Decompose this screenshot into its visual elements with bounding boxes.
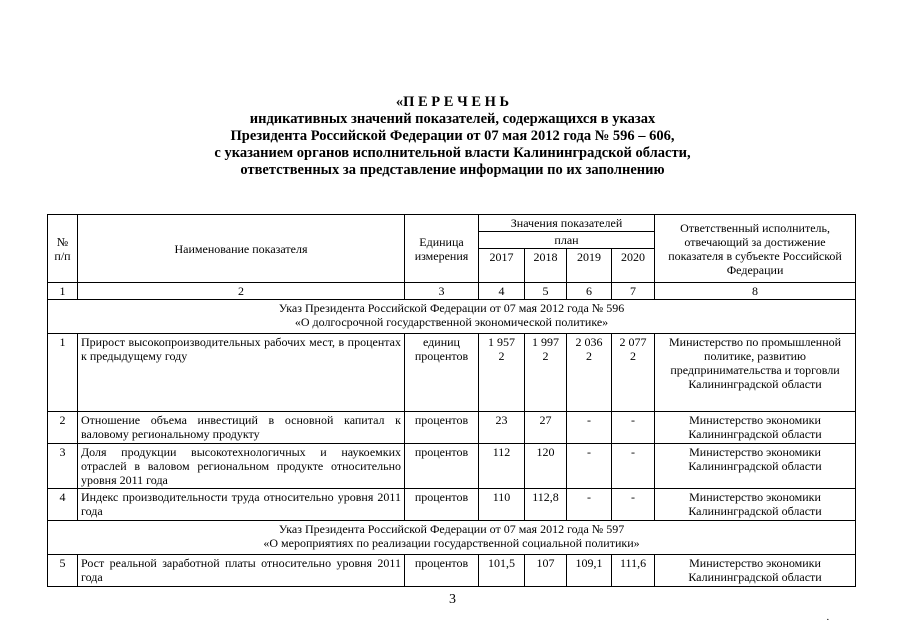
colnum-3: 3 [405,283,479,300]
row-3-2019: - [567,444,612,489]
row-4-name: Индекс производительности труда относительно уровня 2011 года [78,489,405,521]
colnum-4: 4 [479,283,525,300]
page-number: 3 [449,592,456,607]
row-2-2020: - [612,412,655,444]
row-4-responsible: Министерство экономики Калининградской области [655,489,856,521]
row-1-2017 [479,334,525,412]
table-row [48,334,856,412]
colnum-8: 8 [655,283,856,300]
colnum-2: 2 [78,283,405,300]
row-1-2018 [525,334,567,412]
row-3-2018: 120 [525,444,567,489]
row-1-num: 1 [48,334,78,412]
header-year-2018: 2018 [525,249,567,283]
section-597-row [48,521,856,555]
header-responsible: Ответственный исполнитель, отвечающий за достижение показателя в субъекте Российской Федерации [655,215,856,283]
colnum-7: 7 [612,283,655,300]
row-3-name: Доля продукции высокотехнологичных и наукоемких отраслей в валовом региональном продукте относительно уровня 2011 года [78,444,405,489]
table-row [48,412,856,444]
row-1-2018-line-2: 2 [542,349,549,363]
row-5-num: 5 [48,555,78,587]
title-line-1: «П Е Р Е Ч Е Н Ь [395,94,510,110]
row-1-2019-line-1: 2 036 [575,335,603,349]
table-row [48,555,856,587]
row-1-2017-line-1: 1 957 [488,335,515,349]
colnum-6: 6 [567,283,612,300]
row-1-unit-line-2: процентов [414,349,469,363]
row-3-unit: процентов [405,444,479,489]
section-596-heading [48,300,856,334]
section-597-line-2: «О мероприятиях по реализации государственной социальной политики» [263,536,640,550]
row-3-num: 3 [48,444,78,489]
row-3-2020: - [612,444,655,489]
header-year-2020: 2020 [612,249,655,283]
row-1-unit-line-1: единиц [423,335,460,349]
header-year-2019: 2019 [567,249,612,283]
title-line-2: индикативных значений показателей, содержащихся в указах [249,111,656,127]
header-values: Значения показателей [479,215,655,232]
row-1-name: Прирост высокопроизводительных рабочих мест, в процентах к предыдущему году [78,334,405,412]
row-4-unit: процентов [405,489,479,521]
section-597-line-1: Указ Президента Российской Федерации от 07 мая 2012 года № 597 [278,522,625,536]
row-1-2020 [612,334,655,412]
row-5-2019: 109,1 [567,555,612,587]
row-1-2020-line-2: 2 [630,349,637,363]
row-5-name: Рост реальной заработной платы относительно уровня 2011 года [78,555,405,587]
row-2-unit: процентов [405,412,479,444]
row-1-2019-line-2: 2 [586,349,592,363]
row-2-2019: - [567,412,612,444]
row-4-2017: 110 [479,489,525,521]
row-3-responsible: Министерство экономики Калининградской области [655,444,856,489]
colnum-1: 1 [48,283,78,300]
table-row [48,489,856,521]
row-1-unit [405,334,479,412]
section-596-line-2: «О долгосрочной государственной экономической политике» [294,315,609,329]
row-4-2020: - [612,489,655,521]
row-1-2019 [567,334,612,412]
header-unit: Единица измерения [405,215,479,283]
row-5-unit: процентов [405,555,479,587]
header-name: Наименование показателя [78,215,405,283]
row-4-num: 4 [48,489,78,521]
indicators-table [47,214,856,587]
row-2-num: 2 [48,412,78,444]
row-5-2018: 107 [525,555,567,587]
row-2-2017: 23 [479,412,525,444]
title-line-3: Президента Российской Федерации от 07 мая 2012 года № 596 – 606, [230,128,675,144]
header-plan: план [479,232,655,249]
document-title [0,94,905,179]
row-1-responsible: Министерство по промышленной политике, развитию предпринимательства и торговли Калининградской области [655,334,856,412]
row-2-2018: 27 [525,412,567,444]
row-1-2017-line-2: 2 [498,349,505,363]
row-5-responsible: Министерство экономики Калининградской области [655,555,856,587]
row-4-2019: - [567,489,612,521]
section-596-line-1: Указ Президента Российской Федерации от 07 мая 2012 года № 596 [278,301,625,315]
title-line-5: ответственных за представление информации по их заполнению [240,162,665,178]
colnum-5: 5 [525,283,567,300]
row-1-2020-line-1: 2 077 [619,335,647,349]
row-1-2018-line-1: 1 997 [532,335,559,349]
section-596-row [48,300,856,334]
row-3-2017: 112 [479,444,525,489]
row-5-2020: 111,6 [612,555,655,587]
row-2-responsible: Министерство экономики Калининградской области [655,412,856,444]
row-5-2017: 101,5 [479,555,525,587]
header-num: № п/п [48,215,78,283]
column-number-row [48,283,856,300]
header-year-2017: 2017 [479,249,525,283]
section-597-heading [48,521,856,555]
corner-mark: · [826,614,830,626]
row-2-name: Отношение объема инвестиций в основной капитал к валовому региональному продукту [78,412,405,444]
table-row [48,444,856,489]
title-line-4: с указанием органов исполнительной власти Калининградской области, [214,145,691,161]
row-4-2018: 112,8 [525,489,567,521]
